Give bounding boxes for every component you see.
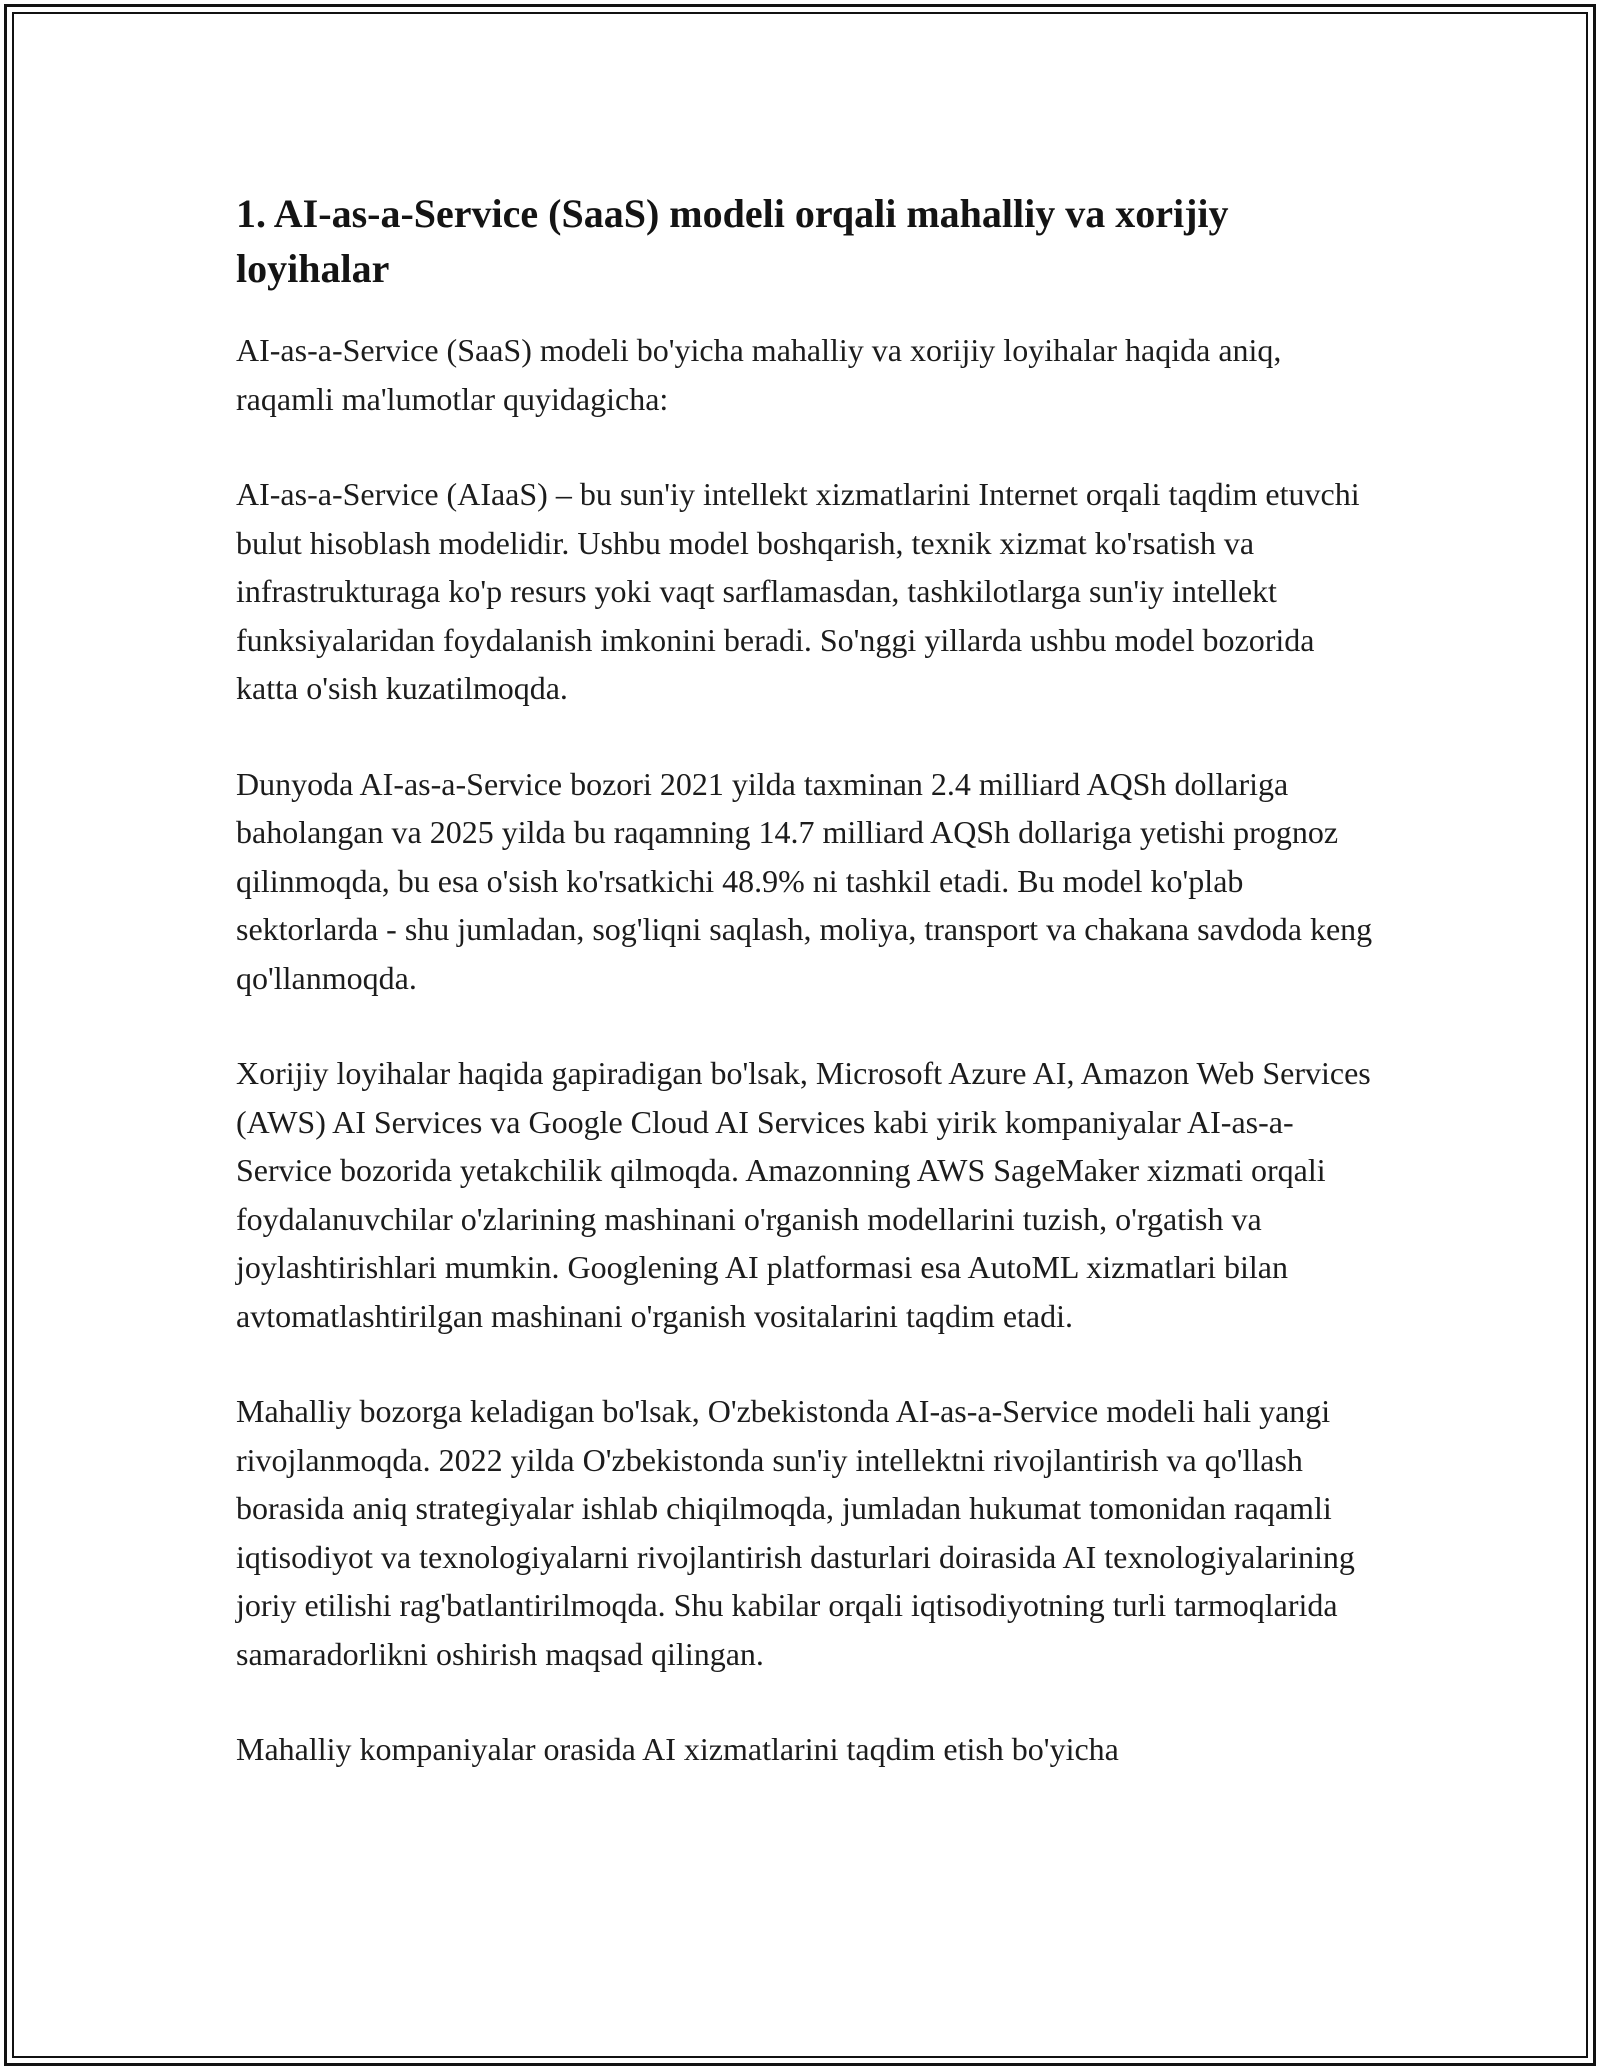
paragraph-foreign-projects: Xorijiy loyihalar haqida gapiradigan bo'lsak, Microsoft Azure AI, Amazon Web Services (AWS) AI Services va Google Cloud AI Services kabi yirik kompaniyalar AI-as-a-Service bozorida yetakchilik qilmoqda. Amazonning AWS SageMaker xizmati orqali foydalanuvchilar o'zlarining mashinani o'rganish modellarini tuzish, o'rgatish va joylashtirishlari mumkin. Googlening AI platformasi esa AutoML xizmatlari bilan avtomatlashtirilgan mashinani o'rganish vositalarini taqdim etadi.: [236, 1055, 1371, 1334]
paragraph-intro: AI-as-a-Service (SaaS) modeli bo'yicha mahalliy va xorijiy loyihalar haqida aniq, raqamli ma'lumotlar quyidagicha:: [236, 332, 1282, 417]
paragraph-aiaas-definition: AI-as-a-Service (AIaaS) – bu sun'iy intellekt xizmatlarini Internet orqali taqdim etuvchi bulut hisoblash modelidir. Ushbu model boshqarish, texnik xizmat ko'rsatish va infrastrukturaga ko'p resurs yoki vaqt sarflamasdan, tashkilotlarga sun'iy intellekt funksiyalaridan foydalanish imkonini beradi. So'nggi yillarda ushbu model bozorida katta o'sish kuzatilmoqda.: [236, 476, 1360, 706]
paragraph-local-market: Mahalliy bozorga keladigan bo'lsak, O'zbekistonda AI-as-a-Service modeli hali yangi rivojlanmoqda. 2022 yilda O'zbekistonda sun'iy intellektni rivojlantirish va qo'llash borasida aniq strategiyalar ishlab chiqilmoqda, jumladan hukumat tomonidan raqamli iqtisodiyot va texnologiyalarni rivojlantirish dasturlari doirasida AI texnologiyalarining joriy etilishi rag'batlantirilmoqda. Shu kabilar orqali iqtisodiyotning turli tarmoqlarida samaradorlikni oshirish maqsad qilingan.: [236, 1393, 1355, 1672]
paragraph-local-companies: Mahalliy kompaniyalar orasida AI xizmatlarini taqdim etish bo'yicha: [236, 1731, 1119, 1767]
document-body: [236, 186, 1376, 1821]
paragraph-global-market: Dunyoda AI-as-a-Service bozori 2021 yilda taxminan 2.4 milliard AQSh dollariga baholangan va 2025 yilda bu raqamning 14.7 milliard AQSh dollariga yetishi prognoz qilinmoqda, bu esa o'sish ko'rsatkichi 48.9% ni tashkil etadi. Bu model ko'plab sektorlarda - shu jumladan, sog'liqni saqlash, moliya, transport va chakana savdoda keng qo'llanmoqda.: [236, 765, 1373, 996]
section-heading: 1. AI-as-a-Service (SaaS) modeli orqali mahalliy va xorijiy loyihalar: [236, 191, 1229, 291]
